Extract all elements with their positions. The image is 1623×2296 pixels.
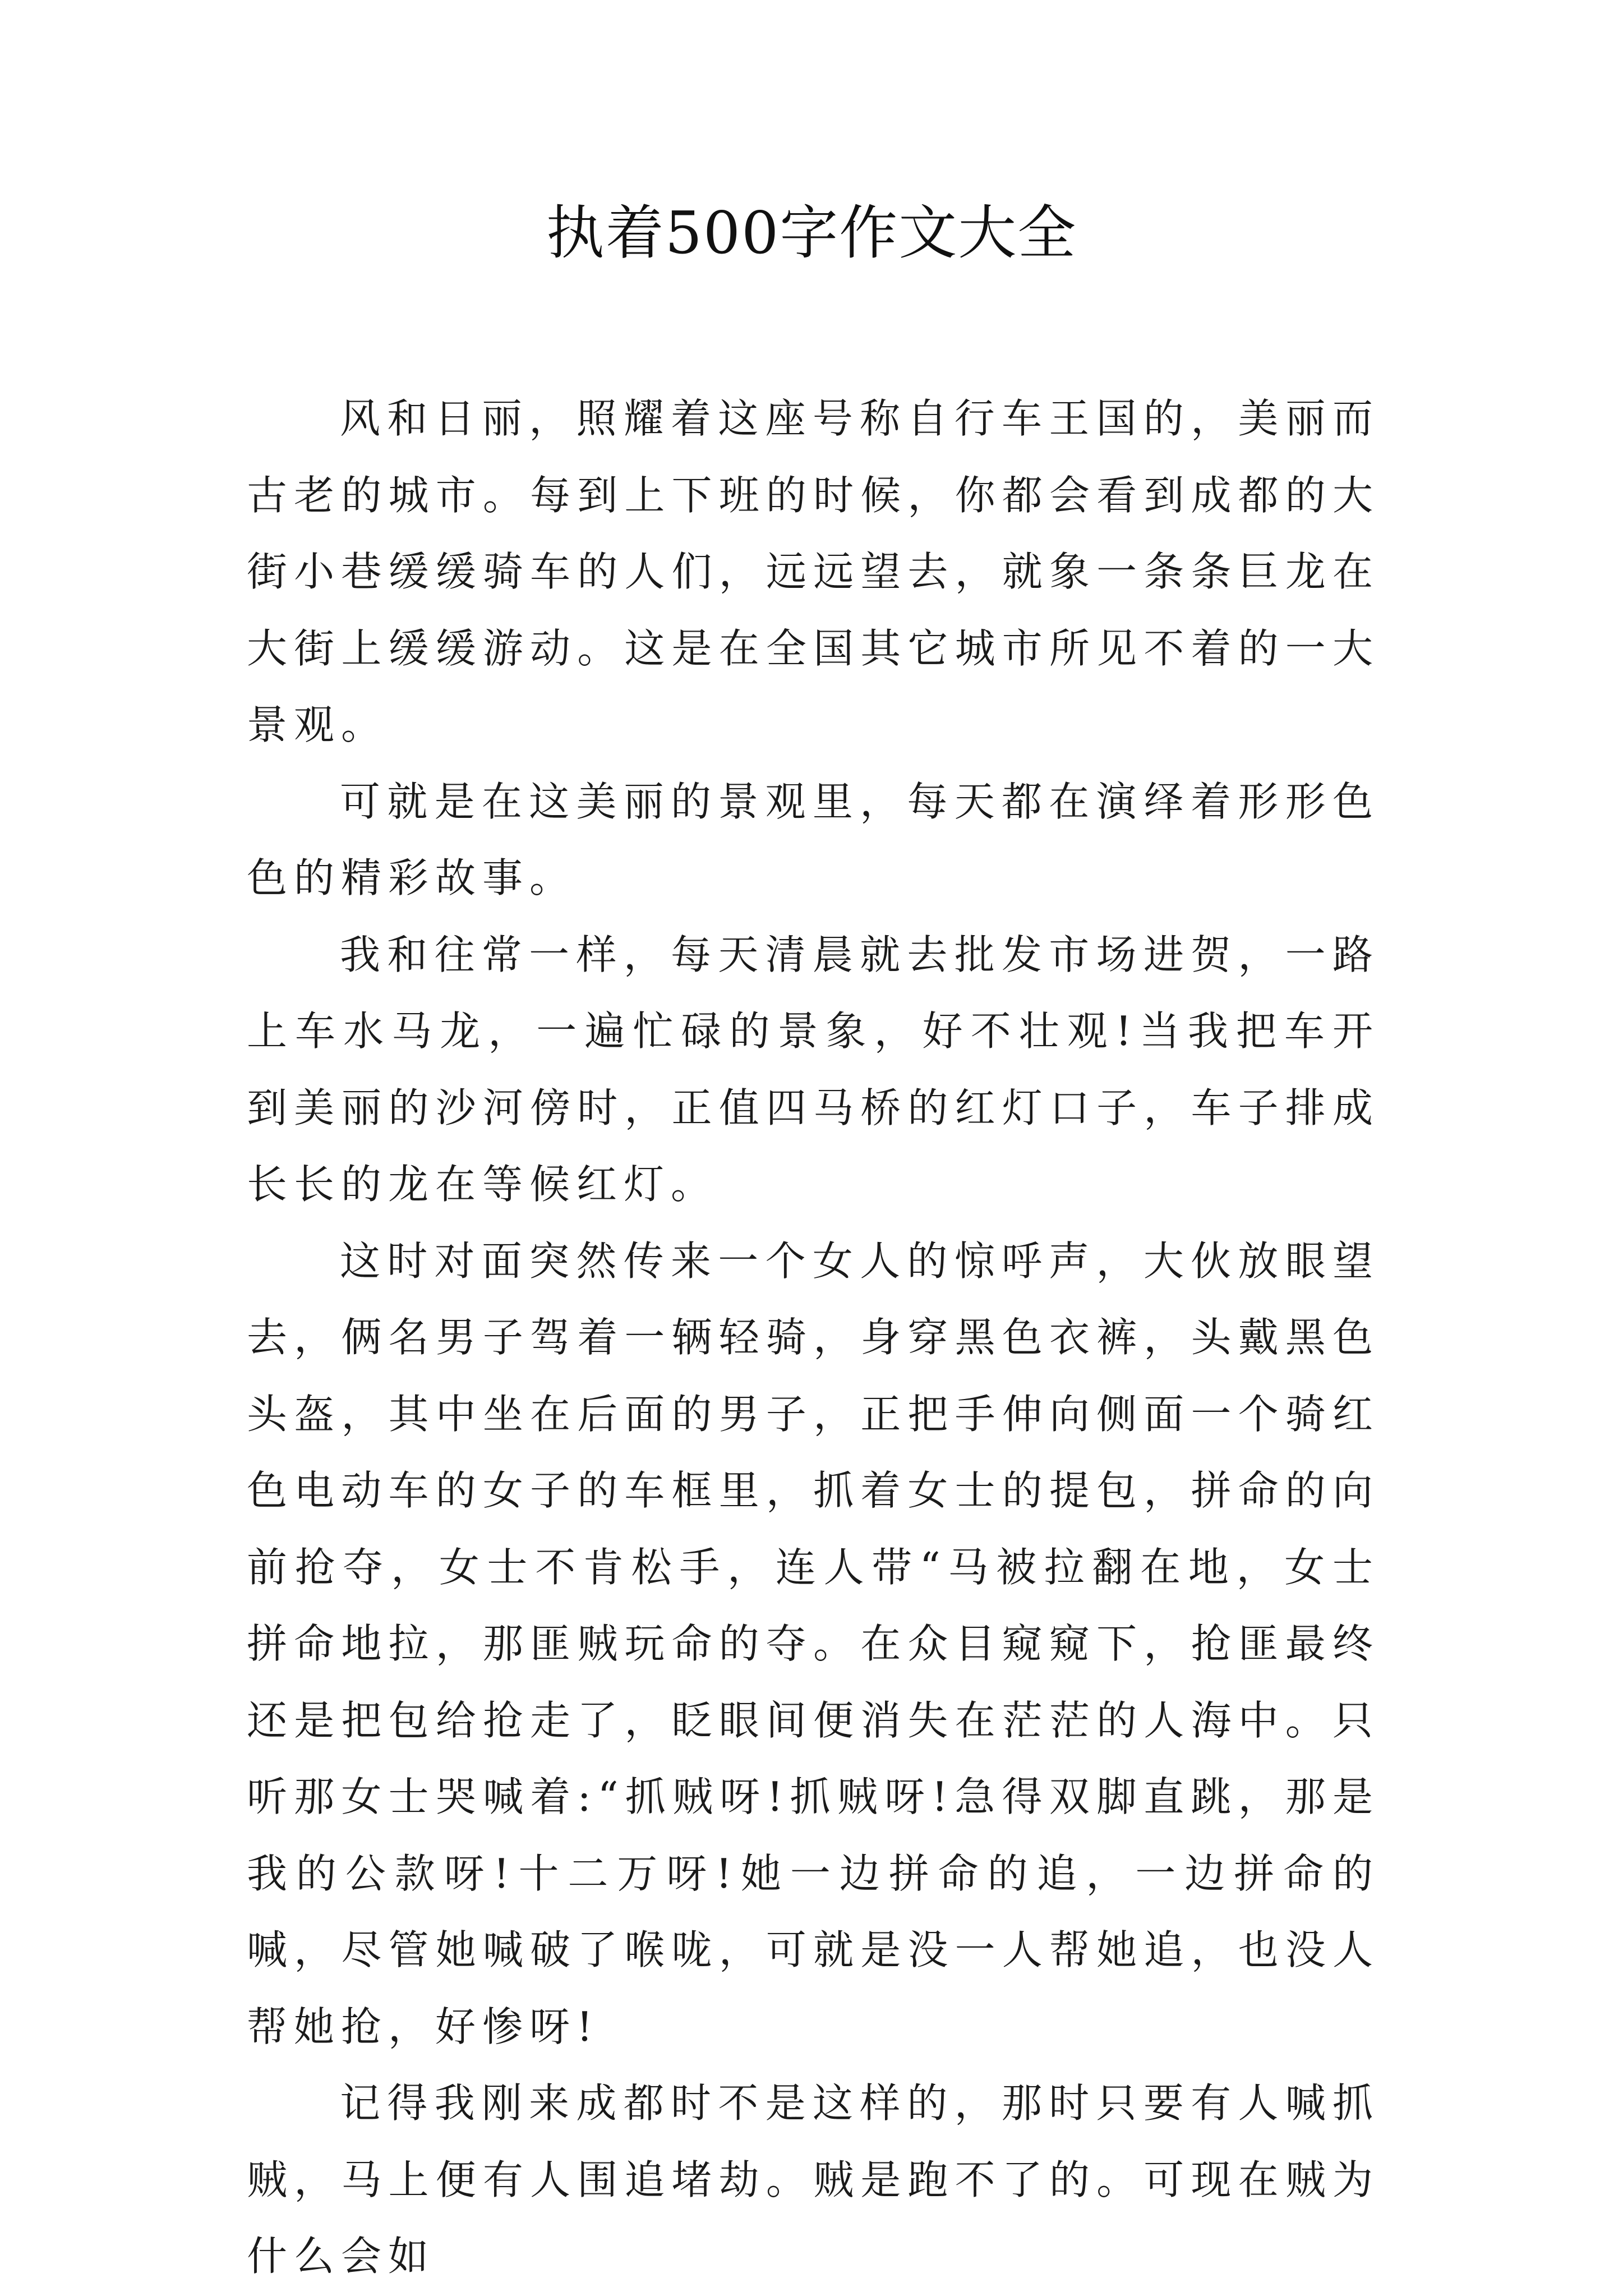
paragraph-3: 我和往常一样，每天清晨就去批发市场进贺，一路上车水马龙，一遍忙碌的景象，好不壮观!当我把车开到美丽的沙河傍时，正值四马桥的红灯口子，车子排成长长的龙在等候红灯。 <box>247 931 1380 1208</box>
document-body <box>247 380 1380 2295</box>
paragraph-2: 可就是在这美丽的景观里，每天都在演绎着形形色色的精彩故事。 <box>247 777 1380 901</box>
document-title: 执着500字作文大全 <box>546 199 1077 267</box>
paragraph-1: 风和日丽，照耀着这座号称自行车王国的，美丽而古老的城市。每到上下班的时候，你都会看到成都的大街小巷缓缓骑车的人们，远远望去，就象一条条巨龙在大街上缓缓游动。这是在全国其它城市所见不着的一大景观。 <box>247 395 1380 748</box>
paragraph-4: 这时对面突然传来一个女人的惊呼声，大伙放眼望去，俩名男子驾着一辆轻骑，身穿黑色衣裤，头戴黑色头盔，其中坐在后面的男子，正把手伸向侧面一个骑红色电动车的女子的车框里，抓着女士的提包，拼命的向前抢夺，女士不肯松手，连人带“马被拉翻在地，女士拼命地拉，那匪贼玩命的夺。在众目窥窥下，抢匪最终还是把包给抢走了，眨眼间便消失在茫茫的人海中。只听那女士哭喊着:“抓贼呀!抓贼呀!急得双脚直跳，那是我的公款呀!十二万呀!她一边拼命的追，一边拼命的喊，尽管她喊破了喉咙，可就是没一人帮她追，也没人帮她抢，好惨呀! <box>247 1237 1380 2050</box>
paragraph-5: 记得我刚来成都时不是这样的，那时只要有人喊抓贼，马上便有人围追堵劫。贼是跑不了的。可现在贼为什么会如 <box>247 2079 1380 2280</box>
